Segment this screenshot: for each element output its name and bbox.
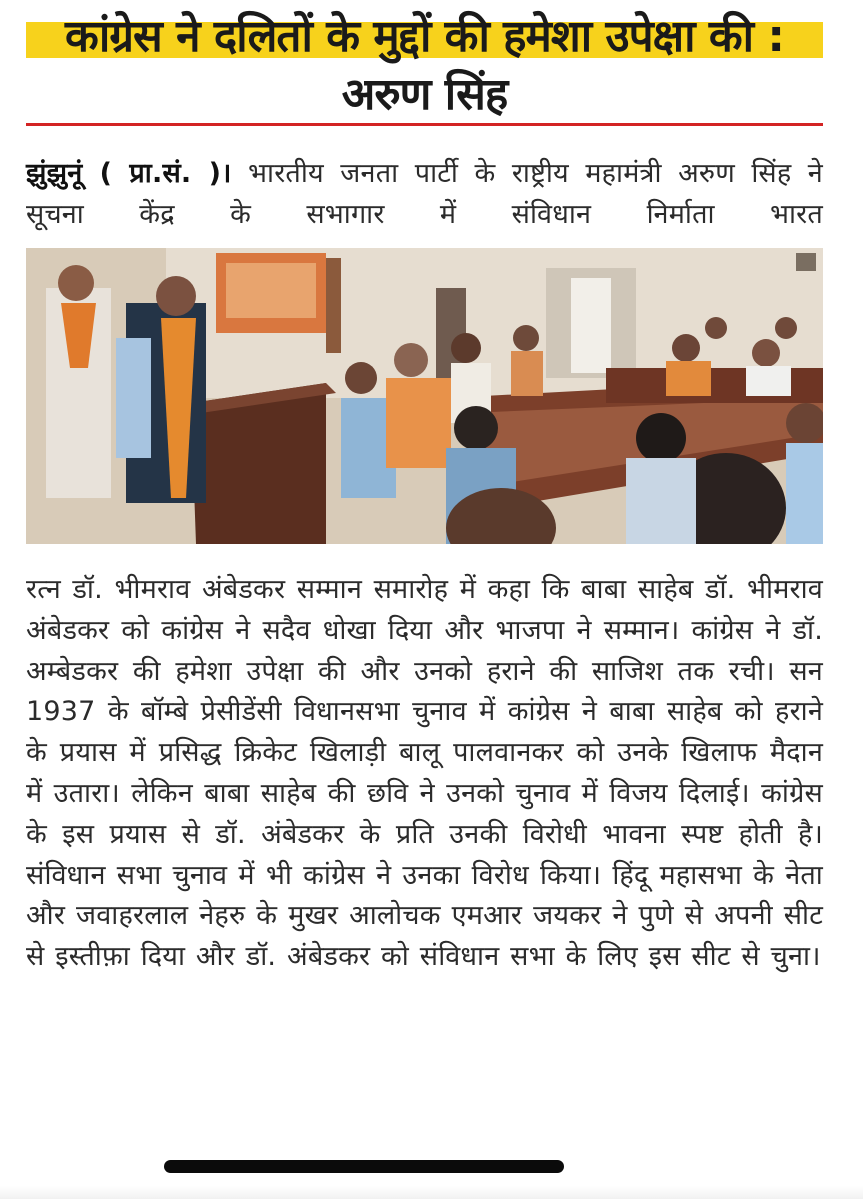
lead-paragraph: [26, 154, 823, 236]
home-indicator[interactable]: [164, 1160, 564, 1173]
lead-text: भारतीय जनता पार्टी के राष्ट्रीय महामंत्री अरुण सिंह ने सूचना केंद्र के सभागार में संविधान निर्माता भारत: [26, 158, 823, 230]
page-edge: [0, 1186, 863, 1199]
dateline: झुंझुनूं ( प्रा.सं. )।: [26, 158, 232, 189]
headline-divider: [26, 123, 823, 126]
news-photo: [26, 248, 823, 544]
body-paragraph: रत्न डॉ. भीमराव अंबेडकर सम्मान समारोह में कहा कि बाबा साहेब डॉ. भीमराव अंबेडकर को कांग्रेस ने सदैव धोखा दिया और भाजपा ने सम्मान। कांग्रेस ने डॉ. अम्बेडकर की हमेशा उपेक्षा की और उनको हराने की साजिश तक रची। सन 1937 के बॉम्बे प्रेसीडेंसी विधानसभा चुनाव में कांग्रेस ने बाबा साहेब को हराने के प्रयास में प्रसिद्ध क्रिकेट खिलाड़ी बालू पालवानकर को उनके खिलाफ मैदान में उतारा। लेकिन बाबा साहेब की छवि ने उनको चुनाव में विजय दिलाई। कांग्रेस के इस प्रयास से डॉ. अंबेडकर के प्रति उनकी विरोधी भावना स्पष्ट होती है। संविधान सभा चुनाव में भी कांग्रेस ने उनका विरोध किया। हिंदू महासभा के नेता और जवाहरलाल नेहरु के मुखर आलोचक एमआर जयकर ने पुणे से अपनी सीट से इस्तीफ़ा दिया और डॉ. अंबेडकर को संविधान सभा के लिए इस सीट से चुना।: [26, 574, 823, 973]
headline: कांग्रेस ने दलितों के मुद्दों की हमेशा उपेक्षा की : अरुण सिंह: [65, 11, 784, 120]
